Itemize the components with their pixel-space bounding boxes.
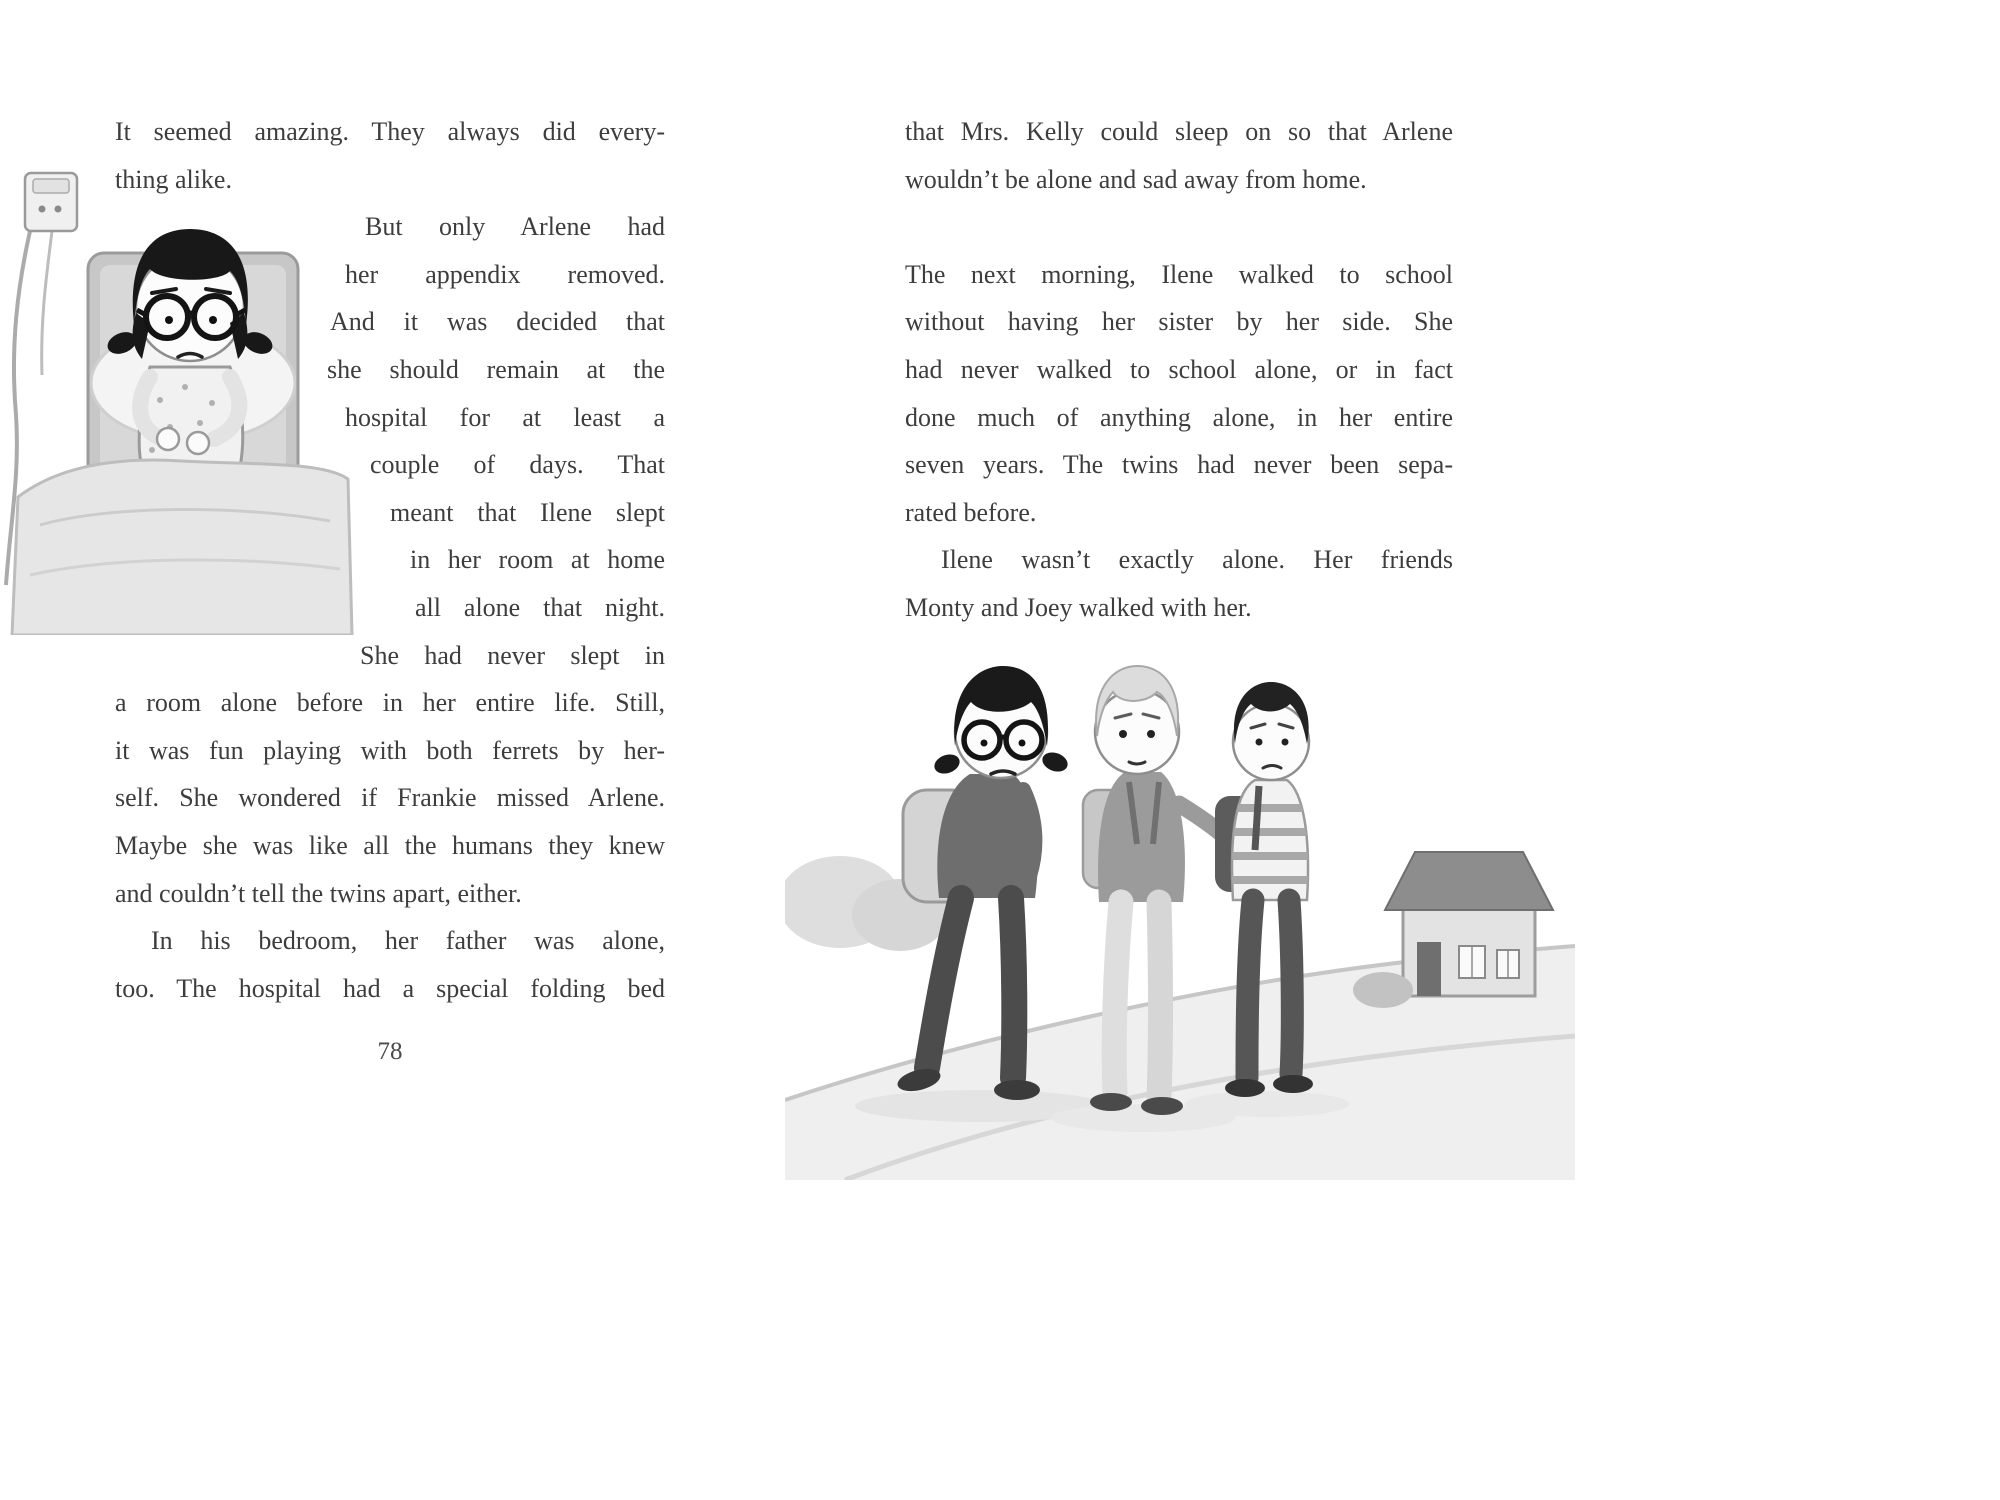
text-line: her appendix removed. <box>345 259 665 289</box>
text-line: meant that Ilene slept <box>390 497 665 527</box>
text-line: But only Arlene had <box>365 212 665 242</box>
text-line: in her room at home <box>410 545 665 575</box>
three-kids-walking-drawing <box>785 640 1575 1180</box>
text-line: She had never slept in <box>360 640 665 670</box>
text-line: without having her sister by her side. She <box>905 307 1453 337</box>
right-page-text <box>905 108 1453 632</box>
shoe <box>994 1080 1040 1100</box>
text-line: self. She wondered if Frankie missed Arlene. <box>115 783 665 813</box>
text-line: Maybe she was like all the humans they knew <box>115 830 665 860</box>
text-line: couple of days. That <box>370 450 665 480</box>
text-line: all alone that night. <box>415 592 665 622</box>
page-number: 78 <box>377 1038 403 1065</box>
pigtail-left <box>932 751 963 777</box>
text-line: The next morning, Ilene walked to school <box>905 259 1453 289</box>
text-line: rated before. <box>905 497 1037 527</box>
text-line: it was fun playing with both ferrets by her- <box>115 735 665 765</box>
shoe <box>1141 1097 1183 1115</box>
text-line: Ilene wasn’t exactly alone. Her friends <box>941 545 1453 575</box>
pigtail-right <box>1040 749 1071 775</box>
shoe <box>1225 1079 1265 1097</box>
text-line: too. The hospital had a special folding bed <box>115 973 665 1003</box>
text-line: and couldn’t tell the twins apart, either. <box>115 878 522 908</box>
text-line: had never walked to school alone, or in fact <box>905 354 1453 384</box>
text-line: thing alike. <box>115 164 232 194</box>
text-line: And it was decided that <box>330 307 665 337</box>
text-line: that Mrs. Kelly could sleep on so that Arlene <box>905 117 1453 146</box>
text-line: a room alone before in her entire life. Still, <box>115 688 665 718</box>
shoe <box>1273 1075 1313 1093</box>
text-line: In his bedroom, her father was alone, <box>151 926 665 956</box>
house-icon <box>1353 852 1553 1008</box>
shadow <box>1185 1091 1349 1117</box>
wrap-around-block <box>115 203 665 679</box>
text-line: done much of anything alone, in her entire <box>905 402 1453 432</box>
left-page-text <box>115 108 665 1012</box>
walking-to-school-illustration <box>785 640 1575 1180</box>
paragraph-gap <box>905 203 1453 251</box>
shoe <box>1090 1093 1132 1111</box>
text-line: It seemed amazing. They always did every- <box>115 117 665 146</box>
text-line: Monty and Joey walked with her. <box>905 592 1252 622</box>
text-line: she should remain at the <box>327 354 665 384</box>
text-line: wouldn’t be alone and sad away from home. <box>905 164 1367 194</box>
text-line: seven years. The twins had never been sepa- <box>905 450 1453 480</box>
text-line: hospital for at least a <box>345 402 665 432</box>
